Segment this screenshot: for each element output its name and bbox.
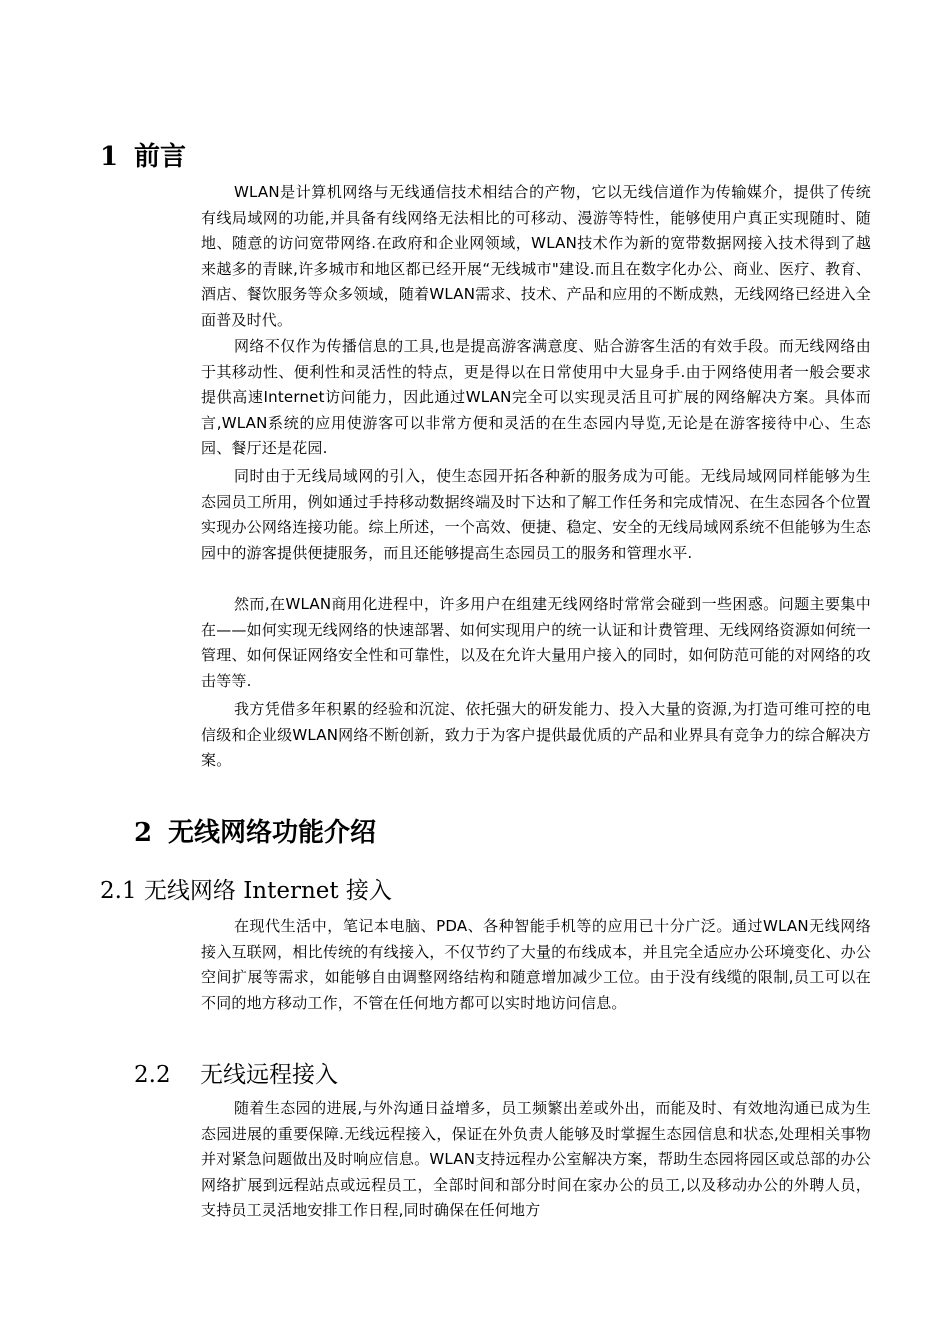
paragraph: 随着生态园的进展,与外沟通日益增多，员工频繁出差或外出，而能及时、有效地沟通已成为生态园进展的重要保障.无线远程接入，保证在外负责人能够及时掌握生态园信息和状态,处理相关事物并对紧急问题做出及时响应信息。WLAN支持远程办公室解决方案，帮助生态园将园区或总部的办公网络扩展到远程站点或远程员工，全部时间和部分时间在家办公的员工,以及移动办公的外聘人员，支持员工灵活地安排工作日程,同时确保在任何地方 — [201, 1099, 871, 1220]
section-2-heading — [134, 817, 376, 849]
subsection-2-1-heading: 2.1 无线网络 Internet 接入 — [100, 878, 392, 904]
paragraph: 网络不仅作为传播信息的工具,也是提高游客满意度、贴合游客生活的有效手段。而无线网络由于其移动性、便利性和灵活性的特点，更是得以在日常使用中大显身手.由于网络使用者一般会要求提供高速Internet访问能力，因此通过WLAN完全可以实现灵活且可扩展的网络解决方案。具体而言,WLAN系统的应用使游客可以非常方便和灵活的在生态园内导览,无论是在游客接待中心、生态园、餐厅还是花园. — [201, 337, 871, 458]
section-number: 1 — [100, 142, 119, 172]
subsection-2-2-heading — [134, 1060, 338, 1090]
paragraph: 同时由于无线局域网的引入，使生态园开拓各种新的服务成为可能。无线局域网同样能够为生态园员工所用，例如通过手持移动数据终端及时下达和了解工作任务和完成情况、在生态园各个位置实现办公网络连接功能。综上所述，一个高效、便捷、稳定、安全的无线局域网系统不但能够为生态园中的游客提供便捷服务，而且还能够提高生态园员工的服务和管理水平. — [201, 467, 871, 562]
section-title: 无线网络功能介绍 — [168, 818, 377, 848]
paragraph: WLAN是计算机网络与无线通信技术相结合的产物，它以无线信道作为传输媒介，提供了传统有线局域网的功能,并具备有线网络无法相比的可移动、漫游等特性，能够使用户真正实现随时、随地、随意的访问宽带网络.在政府和企业网领域，WLAN技术作为新的宽带数据网接入技术得到了越来越多的青睐,许多城市和地区都已经开展“无线城市"建设.而且在数字化办公、商业、医疗、教育、酒店、餐饮服务等众多领域，随着WLAN需求、技术、产品和应用的不断成熟，无线网络已经进入全面普及时代。 — [201, 183, 871, 329]
section-1-heading — [100, 141, 186, 173]
paragraph: 在现代生活中，笔记本电脑、PDA、各种智能手机等的应用已十分广泛。通过WLAN无线网络接入互联网，相比传统的有线接入，不仅节约了大量的布线成本，并且完全适应办公环境变化、办公空间扩展等需求，如能够自由调整网络结构和随意增加减少工位。由于没有线缆的限制,员工可以在不同的地方移动工作，不管在任何地方都可以实时地访问信息。 — [201, 917, 871, 1012]
subsection-title: 无线远程接入 — [200, 1062, 338, 1088]
paragraph: 然而,在WLAN商用化进程中，许多用户在组建无线网络时常常会碰到一些困惑。问题主要集中在——如何实现无线网络的快速部署、如何实现用户的统一认证和计费管理、无线网络资源如何统一管理、如何保证网络安全性和可靠性，以及在允许大量用户接入的同时，如何防范可能的对网络的攻击等等. — [201, 595, 871, 690]
section-title: 前言 — [134, 142, 187, 172]
paragraph: 我方凭借多年积累的经验和沉淀、依托强大的研发能力、投入大量的资源,为打造可维可控的电信级和企业级WLAN网络不断创新，致力于为客户提供最优质的产品和业界具有竞争力的综合解决方案。 — [201, 700, 871, 770]
subsection-number: 2.2 — [134, 1062, 171, 1088]
section-number: 2 — [134, 818, 153, 848]
